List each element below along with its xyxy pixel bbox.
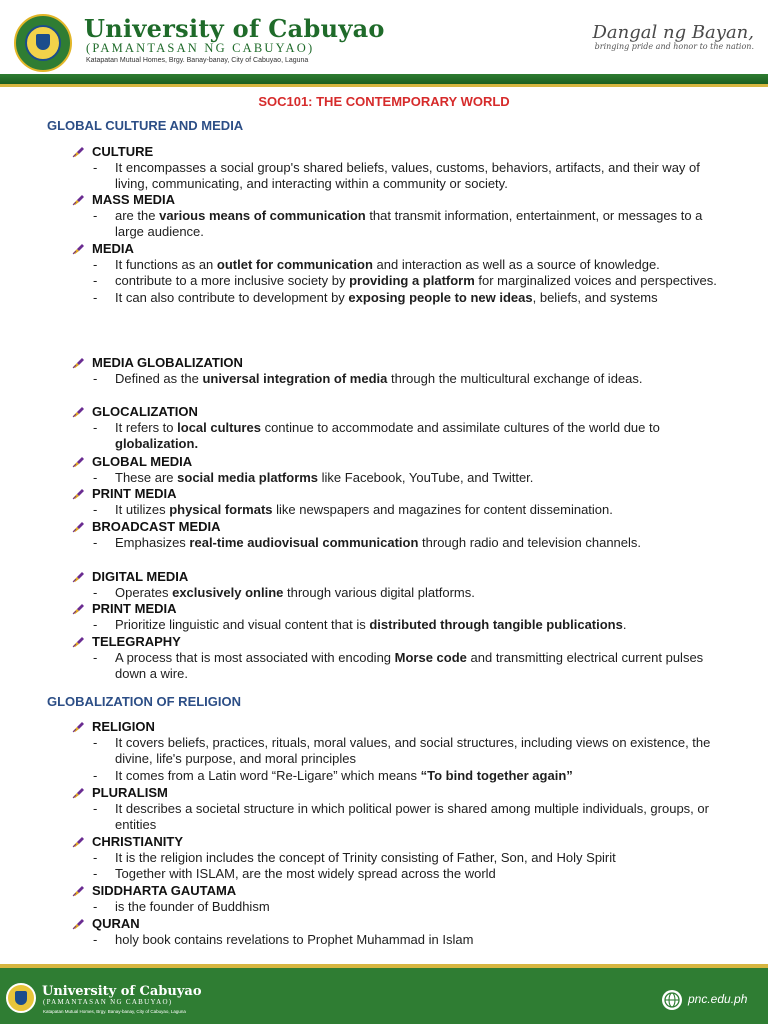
definition-text: It comes from a Latin word “Re-Ligare” which means “To bind together again” — [115, 767, 573, 783]
definition-item: - Prioritize linguistic and visual content that is distributed through tangible publications. — [93, 617, 627, 632]
university-seal-icon — [14, 14, 72, 72]
definition-list — [72, 850, 732, 883]
glossary-term-label: PRINT MEDIA — [92, 601, 177, 616]
definition-text: Defined as the universal integration of media through the multicultural exchange of ideas. — [115, 371, 643, 386]
definition-list — [72, 585, 732, 601]
pen-nib-bullet-icon — [72, 918, 85, 930]
glossary-term-label: MEDIA — [92, 241, 134, 256]
definition-item: - It comes from a Latin word “Re-Ligare” which means “To bind together again” — [93, 767, 573, 783]
definition-list — [72, 502, 732, 518]
glossary-term-label: QURAN — [92, 916, 140, 931]
definition-text: It covers beliefs, practices, rituals, moral values, and social structures, including views on existence, the divine, life's purpose, and moral principles — [115, 735, 711, 767]
glossary-term-label: MASS MEDIA — [92, 192, 176, 207]
definition-text: holy book contains revelations to Prophet Muhammad in Islam — [115, 932, 474, 947]
footer-gold-band — [0, 964, 768, 968]
header-motto-sub: bringing pride and honor to the nation. — [594, 42, 754, 51]
glossary-entry — [72, 241, 732, 306]
definition-list — [72, 650, 732, 683]
pen-nib-bullet-icon — [72, 721, 85, 733]
pen-nib-bullet-icon — [72, 571, 85, 583]
definition-list — [72, 257, 732, 306]
glossary-entry — [72, 144, 732, 193]
definition-item: - It covers beliefs, practices, rituals, moral values, and social structures, including views on existence, the divine, life's purpose, and moral principles — [93, 735, 711, 767]
page-header — [0, 0, 768, 86]
website-link[interactable]: pnc.edu.ph — [688, 992, 748, 1006]
glossary-term-label: CHRISTIANITY — [92, 834, 183, 849]
glossary-entry — [72, 454, 732, 486]
definition-text: It refers to local cultures continue to accommodate and assimilate cultures of the world due to globalization. — [115, 420, 660, 452]
definition-item: - These are social media platforms like Facebook, YouTube, and Twitter. — [93, 470, 534, 485]
glossary-entry — [72, 601, 732, 633]
glossary-term — [72, 144, 732, 160]
definition-item: - Emphasizes real-time audiovisual communication through radio and television channels. — [93, 535, 642, 550]
definition-text: It functions as an outlet for communication and interaction as well as a source of knowledge. — [115, 257, 660, 272]
definition-text: Together with ISLAM, are the most widely spread across the world — [115, 866, 496, 882]
definition-item: - Operates exclusively online through various digital platforms. — [93, 585, 475, 600]
glossary-term — [72, 355, 732, 371]
header-university-name: University of Cabuyao — [84, 14, 385, 43]
pen-nib-bullet-icon — [72, 636, 85, 648]
glossary-term-label: TELEGRAPHY — [92, 634, 181, 649]
definition-item: - holy book contains revelations to Prophet Muhammad in Islam — [93, 932, 474, 947]
header-green-band — [0, 74, 768, 84]
definition-list — [72, 470, 732, 486]
definition-item: - It is the religion includes the concept of Trinity consisting of Father, Son, and Holy Spirit — [93, 850, 616, 865]
glossary-term — [72, 454, 732, 470]
definition-text: These are social media platforms like Facebook, YouTube, and Twitter. — [115, 470, 534, 485]
footer-seal-icon — [6, 983, 36, 1013]
glossary-entry — [72, 719, 732, 784]
definition-text: It encompasses a social group's shared beliefs, values, customs, behaviors, artifacts, and their way of living, communicating, and interacting within a community or society. — [115, 160, 700, 192]
glossary-term — [72, 883, 732, 899]
definition-item: - It functions as an outlet for communication and interaction as well as a source of knowledge. — [93, 257, 660, 272]
glossary-entry — [72, 834, 732, 883]
glossary-entry — [72, 519, 732, 551]
glossary-term — [72, 569, 732, 585]
header-gold-band — [0, 84, 768, 87]
definition-item: - It refers to local cultures continue to accommodate and assimilate cultures of the world due to globalization. — [93, 420, 660, 452]
definition-text: Emphasizes real-time audiovisual communication through radio and television channels. — [115, 535, 642, 550]
glossary-term — [72, 719, 732, 735]
definition-text: is the founder of Buddhism — [115, 899, 270, 914]
pen-nib-bullet-icon — [72, 456, 85, 468]
definition-text: It can also contribute to development by exposing people to new ideas, beliefs, and systems — [115, 289, 658, 305]
glossary-entry — [72, 569, 732, 601]
glossary-term-label: GLOCALIZATION — [92, 404, 198, 419]
glossary-term-label: MEDIA GLOBALIZATION — [92, 355, 243, 370]
definition-text: A process that is most associated with encoding Morse code and transmitting electrical current pulses down a wire. — [115, 650, 704, 682]
pen-nib-bullet-icon — [72, 885, 85, 897]
definition-item: - It encompasses a social group's shared beliefs, values, customs, behaviors, artifacts, and their way of living, communicating, and interacting within a community or society. — [93, 160, 700, 192]
definition-item: - Together with ISLAM, are the most widely spread across the world — [93, 866, 496, 882]
pen-nib-bullet-icon — [72, 787, 85, 799]
pen-nib-bullet-icon — [72, 146, 85, 158]
section-title: GLOBAL CULTURE AND MEDIA — [47, 118, 244, 133]
definition-item: - A process that is most associated with encoding Morse code and transmitting electrical current pulses down a wire. — [93, 650, 704, 682]
pen-nib-bullet-icon — [72, 194, 85, 206]
pen-nib-bullet-icon — [72, 488, 85, 500]
glossary-term-label: PLURALISM — [92, 785, 168, 800]
glossary-entry — [72, 355, 732, 387]
glossary-term-label: PRINT MEDIA — [92, 486, 177, 501]
glossary-term — [72, 192, 732, 208]
definition-list — [72, 617, 732, 633]
definition-item: - is the founder of Buddhism — [93, 899, 270, 914]
glossary-entry — [72, 192, 732, 241]
glossary-term-label: BROADCAST MEDIA — [92, 519, 221, 534]
glossary-entry — [72, 486, 732, 518]
pen-nib-bullet-icon — [72, 836, 85, 848]
definition-list — [72, 371, 732, 387]
page-footer — [0, 964, 768, 1024]
glossary-term-label: DIGITAL MEDIA — [92, 569, 189, 584]
glossary-term-label: SIDDHARTA GAUTAMA — [92, 883, 237, 898]
section-title: GLOBALIZATION OF RELIGION — [47, 694, 242, 709]
glossary-term-label: CULTURE — [92, 144, 154, 159]
definition-list — [72, 932, 732, 948]
glossary-term — [72, 834, 732, 850]
definition-list — [72, 535, 732, 551]
glossary-entry — [72, 785, 732, 834]
definition-list — [72, 160, 732, 193]
glossary-term — [72, 519, 732, 535]
glossary-term — [72, 404, 732, 420]
footer-university-alt-name: (PAMANTASAN NG CABUYAO) — [43, 998, 173, 1006]
pen-nib-bullet-icon — [72, 243, 85, 255]
glossary-term — [72, 916, 732, 932]
glossary-term — [72, 634, 732, 650]
glossary-entry — [72, 916, 732, 948]
footer-address: Katapatan Mutual Homes, Brgy. Banay-banay, City of Cabuyao, Laguna — [43, 1009, 186, 1014]
glossary-term — [72, 486, 732, 502]
pen-nib-bullet-icon — [72, 357, 85, 369]
globe-icon — [662, 990, 682, 1010]
definition-list — [72, 899, 732, 915]
definition-item: - It can also contribute to development by exposing people to new ideas, beliefs, and systems — [93, 289, 658, 305]
header-motto: Dangal ng Bayan, — [592, 22, 754, 43]
glossary-term — [72, 601, 732, 617]
glossary-term — [72, 241, 732, 257]
glossary-entry — [72, 883, 732, 915]
footer-university-name: University of Cabuyao — [42, 984, 202, 999]
definition-text: Prioritize linguistic and visual content that is distributed through tangible publications. — [115, 617, 627, 632]
glossary-entry — [72, 404, 732, 453]
definition-item: - Defined as the universal integration of media through the multicultural exchange of ideas. — [93, 371, 643, 386]
definition-item: - are the various means of communication that transmit information, entertainment, or messages to a large audience. — [93, 208, 703, 240]
definition-item: - It describes a societal structure in which political power is shared among multiple individuals, groups, or entities — [93, 801, 709, 833]
definition-text: It describes a societal structure in which political power is shared among multiple individuals, groups, or entities — [115, 801, 709, 833]
definition-text: are the various means of communication that transmit information, entertainment, or messages to a large audience. — [115, 208, 703, 240]
definition-list — [72, 420, 732, 453]
definition-text: It is the religion includes the concept of Trinity consisting of Father, Son, and Holy Spirit — [115, 850, 616, 865]
definition-list — [72, 735, 732, 784]
pen-nib-bullet-icon — [72, 521, 85, 533]
pen-nib-bullet-icon — [72, 406, 85, 418]
definition-item: - contribute to a more inclusive society by providing a platform for marginalized voices and perspectives. — [93, 273, 717, 289]
header-university-alt-name: (PAMANTASAN NG CABUYAO) — [86, 41, 315, 55]
definition-text: It utilizes physical formats like newspapers and magazines for content dissemination. — [115, 502, 613, 517]
definition-item: - It utilizes physical formats like newspapers and magazines for content dissemination. — [93, 502, 613, 517]
definition-list — [72, 208, 732, 241]
document-title: SOC101: THE CONTEMPORARY WORLD — [258, 94, 510, 109]
definition-text: contribute to a more inclusive society by providing a platform for marginalized voices and perspectives. — [115, 273, 717, 289]
definition-list — [72, 801, 732, 834]
pen-nib-bullet-icon — [72, 603, 85, 615]
glossary-term-label: GLOBAL MEDIA — [92, 454, 193, 469]
glossary-term — [72, 785, 732, 801]
glossary-term-label: RELIGION — [92, 719, 155, 734]
header-address: Katapatan Mutual Homes, Brgy. Banay-banay, City of Cabuyao, Laguna — [86, 57, 309, 64]
glossary-entry — [72, 634, 732, 683]
definition-text: Operates exclusively online through various digital platforms. — [115, 585, 475, 600]
